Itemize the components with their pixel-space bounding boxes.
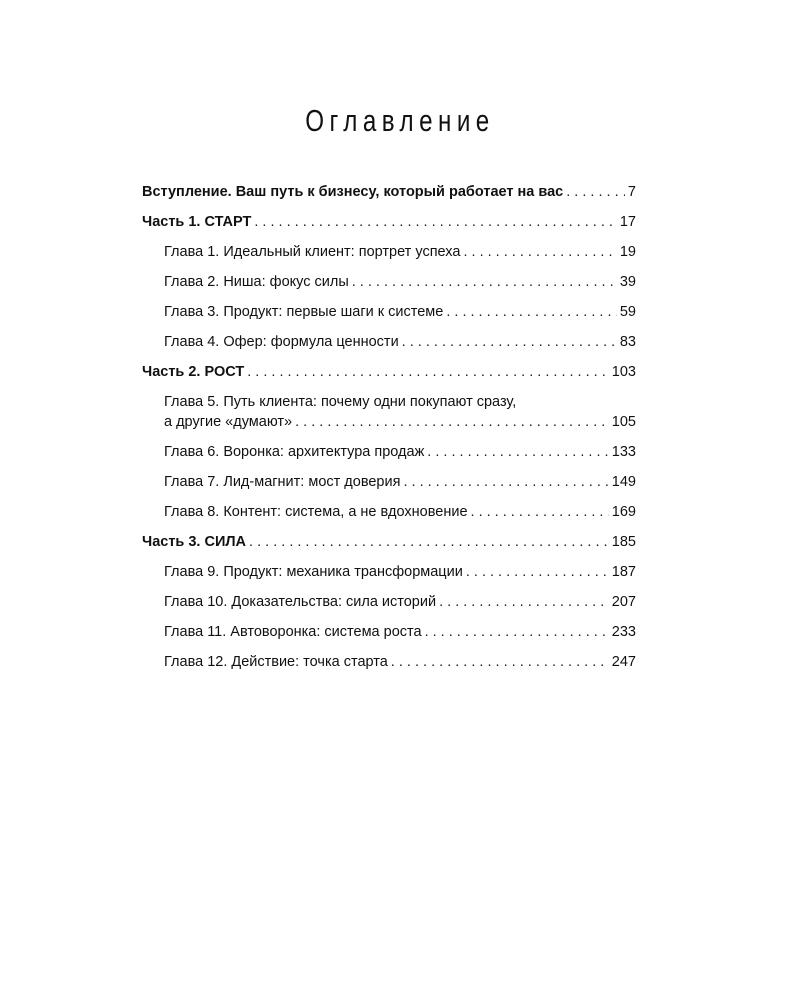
toc-page-number: 59 [619, 304, 636, 320]
toc-entry-label: Глава 1. Идеальный клиент: портрет успеха [164, 244, 461, 260]
toc-entry-label: Глава 12. Действие: точка старта [164, 654, 388, 670]
table-of-contents [142, 182, 636, 682]
toc-entry-line-2 [164, 412, 636, 432]
toc-entry-label: Часть 2. РОСТ [142, 364, 245, 380]
leader-dots [403, 472, 608, 492]
toc-page-number: 103 [611, 364, 636, 380]
toc-entry-label: Глава 10. Доказательства: сила историй [164, 594, 437, 610]
toc-page-number: 207 [611, 594, 636, 610]
toc-entry-label: Глава 4. Офер: формула ценности [164, 334, 399, 350]
toc-page-number: 247 [611, 654, 636, 670]
toc-entry-chapter-2[interactable] [142, 272, 636, 292]
toc-entry-label: Глава 9. Продукт: механика трансформации [164, 564, 463, 580]
toc-entry-part-1[interactable] [142, 212, 636, 232]
leader-dots [425, 622, 609, 642]
toc-entry-chapter-7[interactable] [142, 472, 636, 492]
toc-entry-chapter-12[interactable] [142, 652, 636, 672]
toc-page-number: 187 [611, 564, 636, 580]
toc-entry-chapter-5[interactable] [142, 392, 636, 432]
toc-page-number: 39 [619, 274, 636, 290]
leader-dots [446, 302, 617, 322]
leader-dots [463, 242, 616, 262]
toc-page-number: 19 [619, 244, 636, 260]
toc-page-number: 233 [611, 624, 636, 640]
leader-dots [439, 592, 609, 612]
toc-entry-part-3[interactable] [142, 532, 636, 552]
toc-entry-label: Часть 3. СИЛА [142, 534, 247, 550]
page-title: Оглавление [305, 103, 495, 138]
toc-page-number: 83 [619, 334, 636, 350]
toc-entry-label: Часть 1. СТАРТ [142, 214, 252, 230]
toc-entry-label: Глава 7. Лид-магнит: мост доверия [164, 474, 401, 490]
toc-page-number: 105 [611, 414, 636, 430]
leader-dots [471, 502, 609, 522]
leader-dots [566, 182, 625, 202]
toc-entry-label: Глава 2. Ниша: фокус силы [164, 274, 349, 290]
toc-entry-chapter-1[interactable] [142, 242, 636, 262]
toc-entry-label: Глава 3. Продукт: первые шаги к системе [164, 304, 444, 320]
leader-dots [295, 412, 609, 432]
toc-entry-label: Глава 11. Автоворонка: система роста [164, 624, 422, 640]
toc-page-number: 7 [627, 184, 636, 200]
toc-entry-label-line-1: Глава 5. Путь клиента: почему одни покупают сразу, [164, 394, 517, 410]
toc-page-number: 17 [619, 214, 636, 230]
toc-entry-chapter-10[interactable] [142, 592, 636, 612]
toc-entry-chapter-3[interactable] [142, 302, 636, 322]
leader-dots [247, 362, 609, 382]
toc-entry-chapter-4[interactable] [142, 332, 636, 352]
toc-entry-chapter-6[interactable] [142, 442, 636, 462]
toc-entry-chapter-11[interactable] [142, 622, 636, 642]
leader-dots [254, 212, 617, 232]
leader-dots [249, 532, 609, 552]
toc-page-number: 149 [611, 474, 636, 490]
toc-page-number: 169 [611, 504, 636, 520]
leader-dots [391, 652, 609, 672]
toc-entry-label-line-2: а другие «думают» [164, 414, 293, 430]
leader-dots [466, 562, 609, 582]
toc-page-number: 133 [611, 444, 636, 460]
leader-dots [402, 332, 617, 352]
toc-entry-label: Глава 8. Контент: система, а не вдохновение [164, 504, 468, 520]
toc-entry-label: Вступление. Ваш путь к бизнесу, который работает на вас [142, 184, 564, 200]
toc-entry-intro[interactable] [142, 182, 636, 202]
leader-dots [352, 272, 617, 292]
toc-entry-label: Глава 6. Воронка: архитектура продаж [164, 444, 425, 460]
toc-entry-chapter-9[interactable] [142, 562, 636, 582]
toc-entry-part-2[interactable] [142, 362, 636, 382]
leader-dots [427, 442, 609, 462]
toc-page-number: 185 [611, 534, 636, 550]
toc-entry-chapter-8[interactable] [142, 502, 636, 522]
